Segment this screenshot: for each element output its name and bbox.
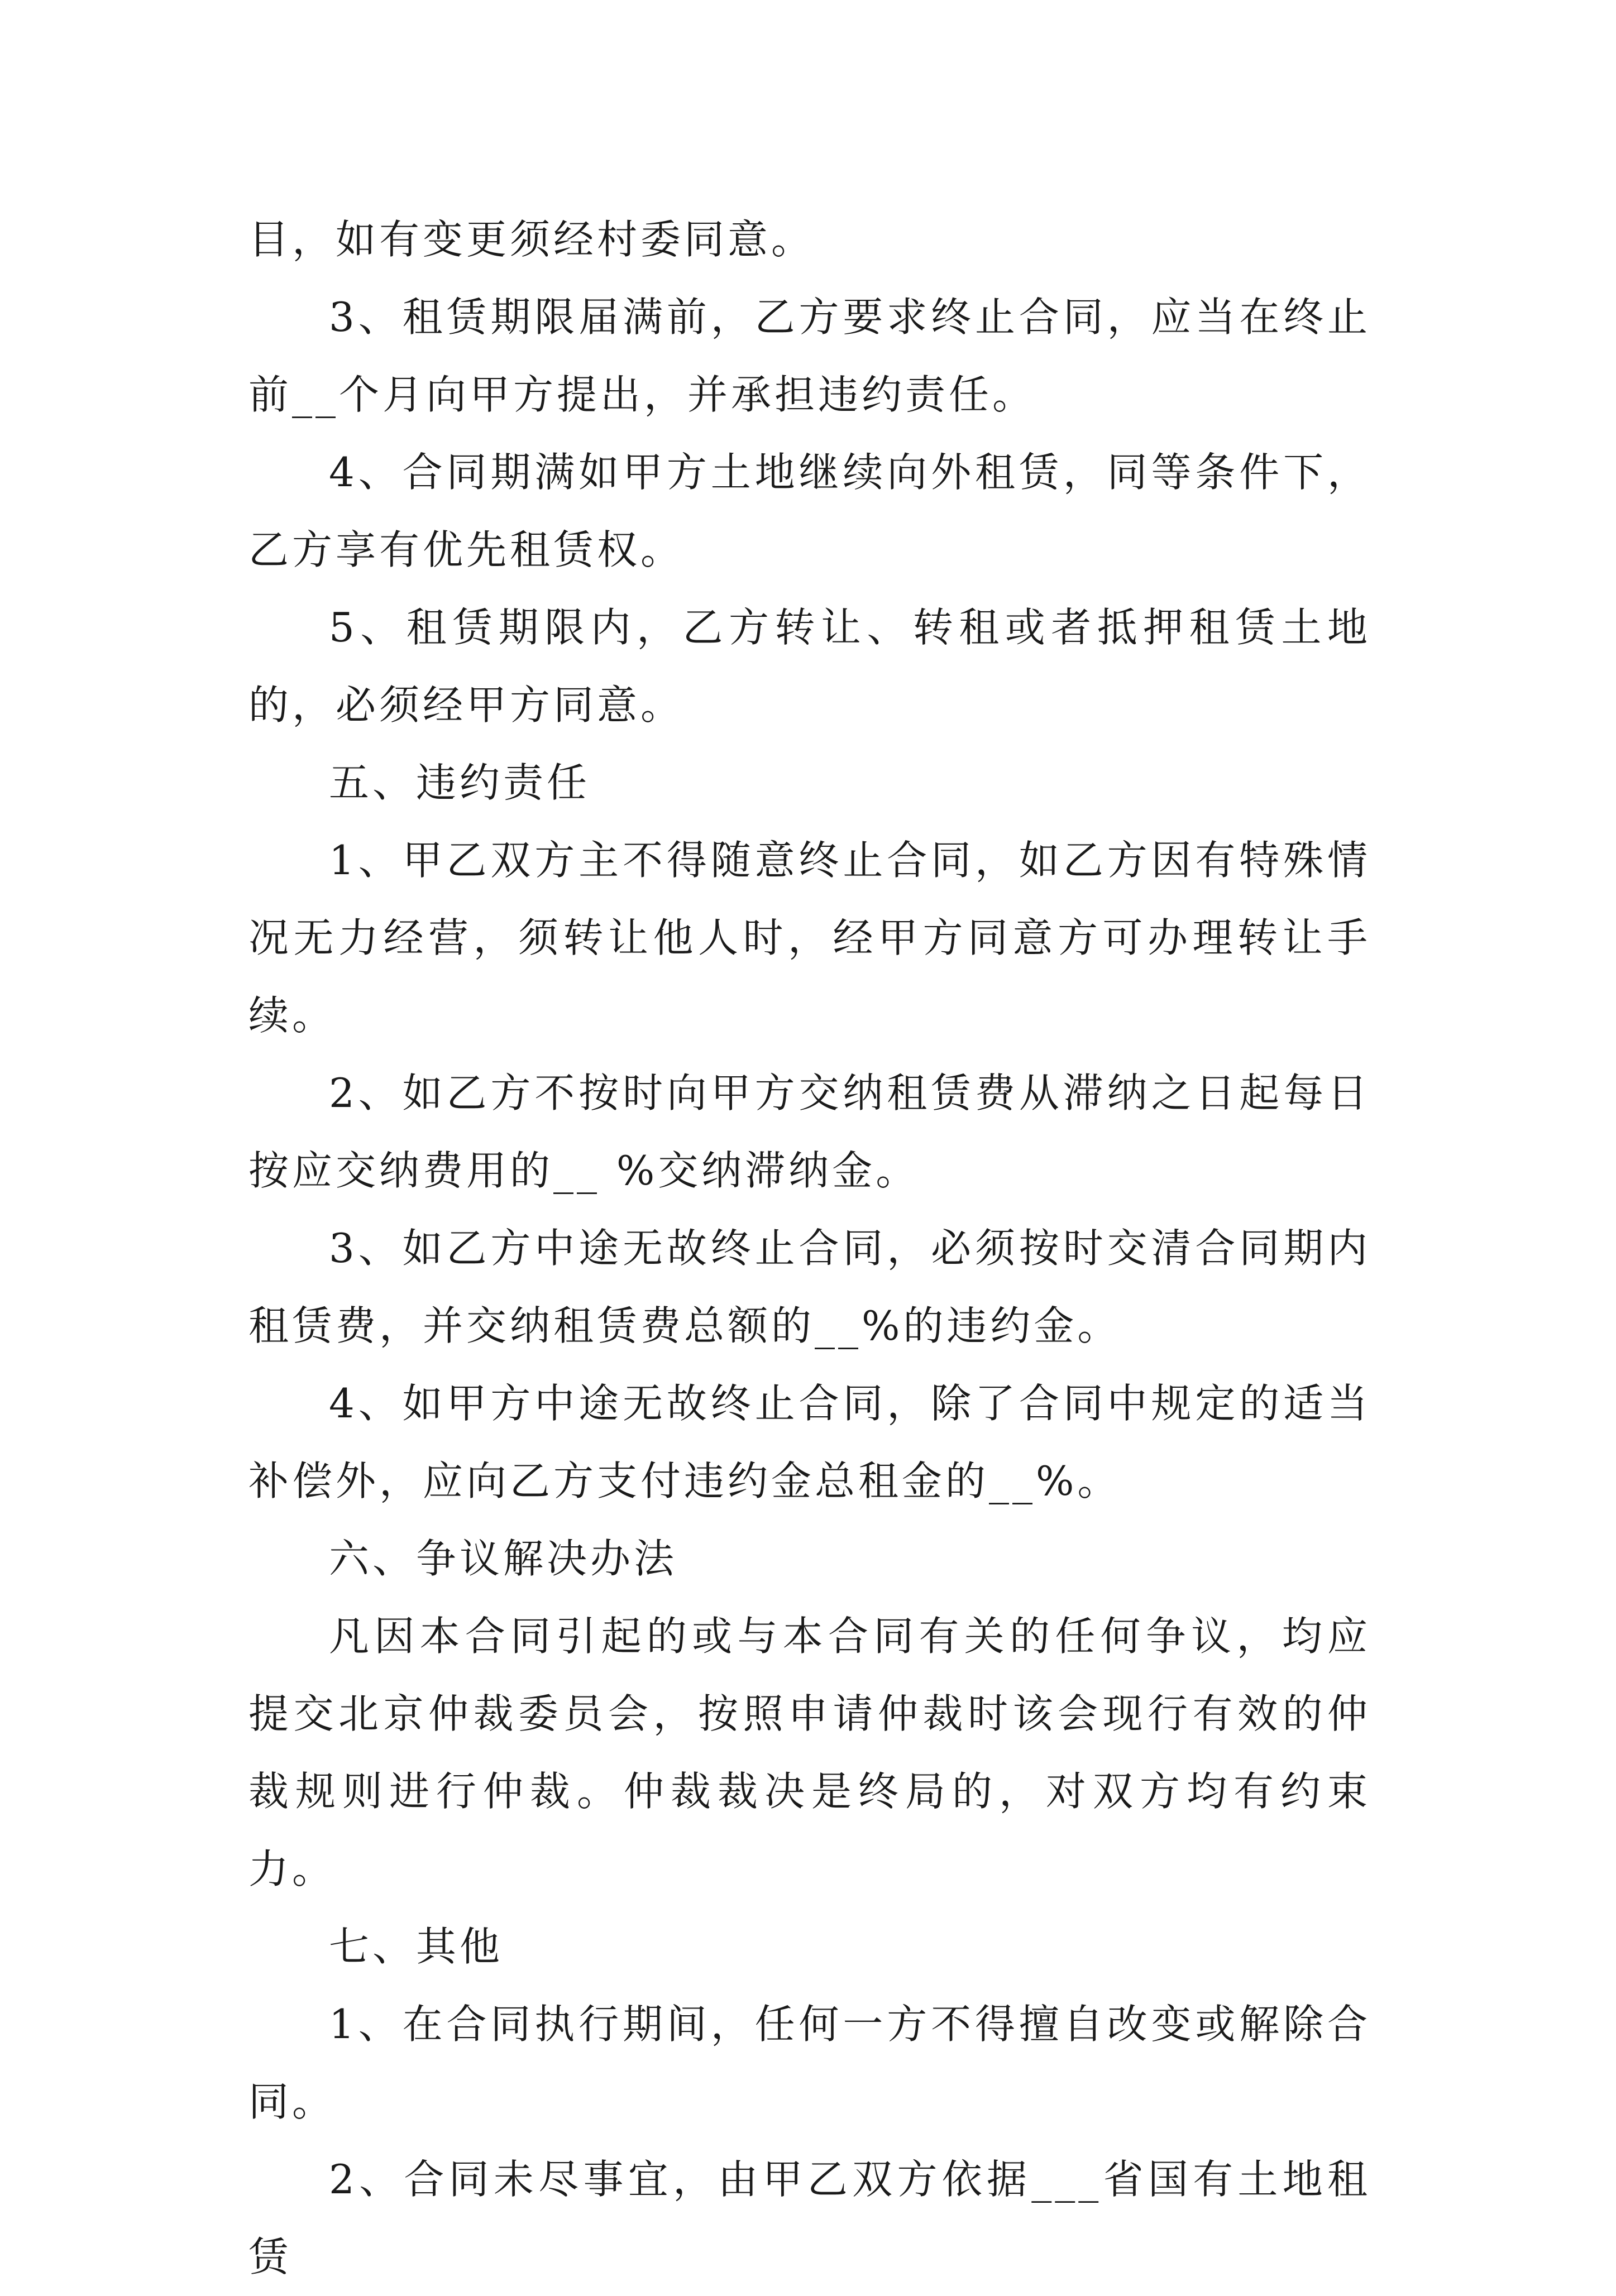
section-heading-6: 六、争议解决办法 [329, 1535, 678, 1582]
clause-4-3: 3、租赁期限届满前，乙方要求终止合同，应当在终止前__个月向甲方提出，并承担违约责任。 [248, 294, 1371, 418]
paragraph-continuation: 目，如有变更须经村委同意。 [248, 216, 815, 263]
section-heading-5: 五、违约责任 [329, 759, 591, 806]
body-text [248, 201, 1371, 2296]
clause-6-text: 凡因本合同引起的或与本合同有关的任何争议，均应提交北京仲裁委员会，按照申请仲裁时该会现行有效的仲裁规则进行仲裁。仲裁裁决是终局的，对双方均有约束力。 [248, 1613, 1371, 1892]
clause-5-2: 2、如乙方不按时向甲方交纳租赁费从滞纳之日起每日按应交纳费用的__ %交纳滞纳金。 [248, 1070, 1371, 1194]
clause-4-4: 4、合同期满如甲方土地继续向外租赁，同等条件下，乙方享有优先租赁权。 [248, 449, 1371, 573]
clause-5-1: 1、甲乙双方主不得随意终止合同，如乙方因有特殊情况无力经营，须转让他人时，经甲方同意方可办理转让手续。 [248, 837, 1371, 1039]
clause-5-3: 3、如乙方中途无故终止合同，必须按时交清合同期内租赁费，并交纳租赁费总额的__%的违约金。 [248, 1225, 1371, 1349]
clause-4-5: 5、租赁期限内，乙方转让、转租或者抵押租赁土地的，必须经甲方同意。 [248, 604, 1371, 728]
clause-7-2: 2、合同未尽事宜，由甲乙双方依据___省国有土地租赁 [248, 2156, 1371, 2280]
clause-7-1: 1、在合同执行期间，任何一方不得擅自改变或解除合同。 [248, 2001, 1371, 2125]
section-heading-7: 七、其他 [329, 1923, 504, 1970]
clause-5-4: 4、如甲方中途无故终止合同，除了合同中规定的适当补偿外，应向乙方支付违约金总租金的__%。 [248, 1380, 1371, 1504]
